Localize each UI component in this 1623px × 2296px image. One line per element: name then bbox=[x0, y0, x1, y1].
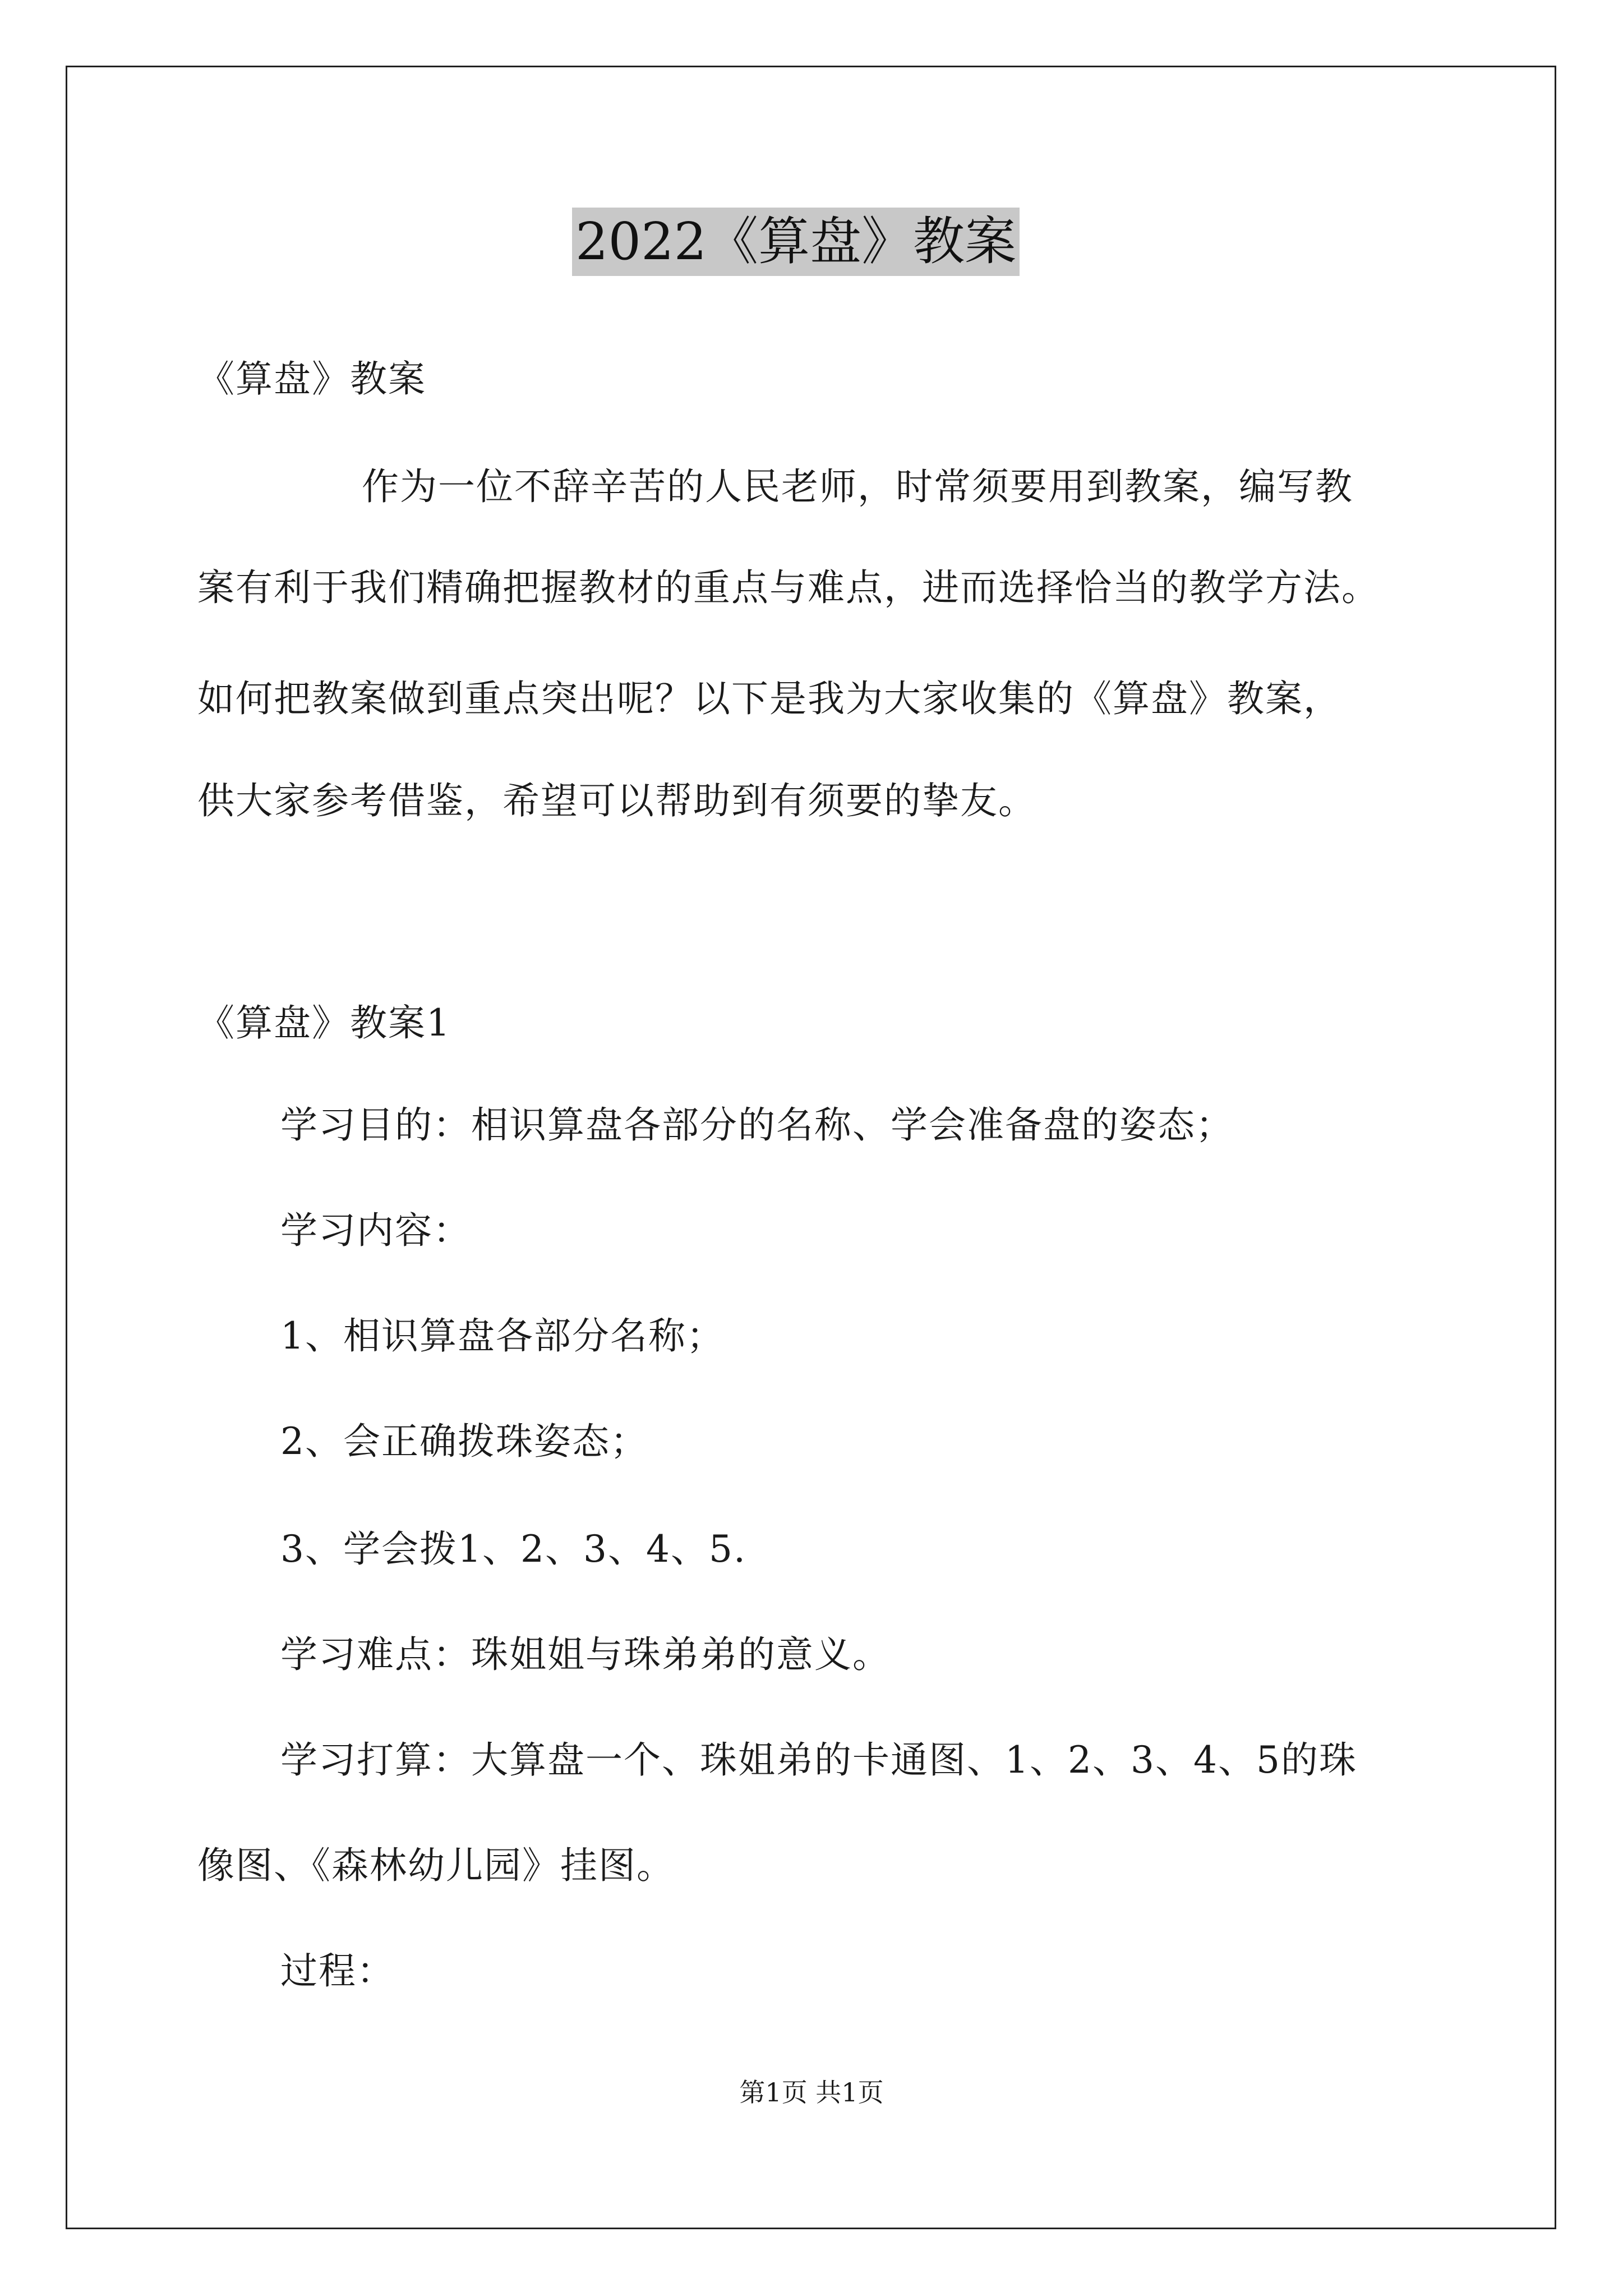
intro-line-4: 供大家参考借鉴，希望可以帮助到有须要的挚友。 bbox=[197, 779, 1036, 822]
body-line-item-1: 1、相识算盘各部分名称； bbox=[280, 1314, 725, 1358]
intro-line-3: 如何把教案做到重点突出呢？以下是我为大家收集的《算盘》教案， bbox=[197, 677, 1341, 720]
intro-line-1: 作为一位不辞辛苦的人民老师，时常须要用到教案，编写教 bbox=[362, 465, 1353, 508]
subtitle: 《算盘》教案 bbox=[197, 357, 426, 401]
body-line-preparation: 学习打算：大算盘一个、珠姐弟的卡通图、1、2、3、4、5的珠 bbox=[280, 1738, 1357, 1782]
body-line-content: 学习内容： bbox=[280, 1209, 471, 1252]
body-line-item-2: 2、会正确拨珠姿态； bbox=[280, 1420, 648, 1463]
body-line-goal: 学习目的：相识算盘各部分的名称、学会准备盘的姿态； bbox=[280, 1103, 1234, 1147]
page-footer: 第1页 共1页 bbox=[739, 2077, 884, 2108]
section-heading: 《算盘》教案1 bbox=[197, 1001, 451, 1045]
body-line-preparation-cont: 像图、《森林幼儿园》挂图。 bbox=[197, 1844, 675, 1887]
body-line-difficulty: 学习难点：珠姐姐与珠弟弟的意义。 bbox=[280, 1633, 891, 1676]
body-line-item-3: 3、学会拨1、2、3、4、5. bbox=[280, 1527, 746, 1571]
body-line-process: 过程： bbox=[280, 1949, 395, 1993]
document-title: 2022《算盘》教案 bbox=[572, 208, 1020, 276]
intro-line-2: 案有利于我们精确把握教材的重点与难点，进而选择恰当的教学方法。 bbox=[197, 566, 1380, 609]
